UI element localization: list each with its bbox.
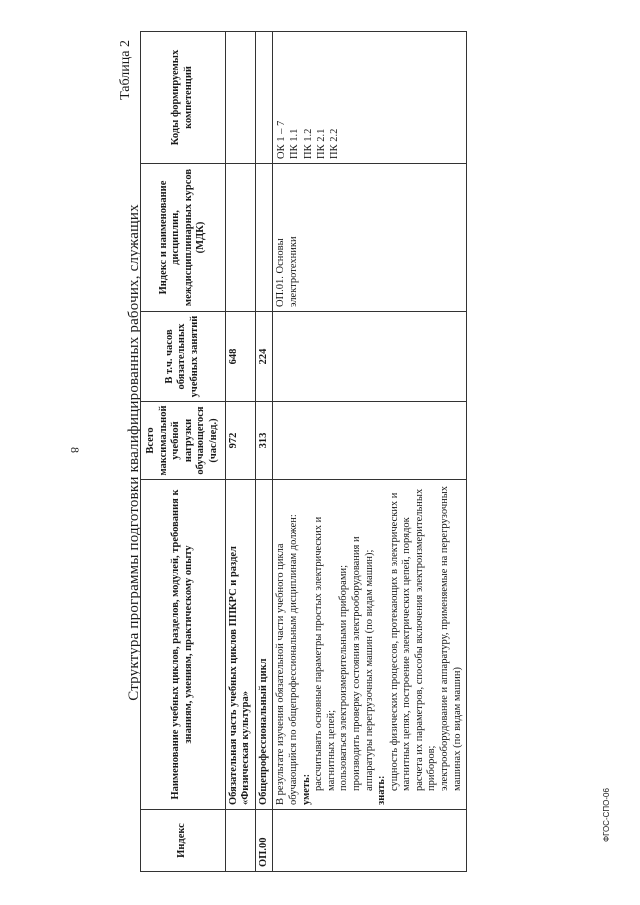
can-item: производить проверку состояния электрооборудования и аппаратуры перегрузочных машин (по видам машин); bbox=[350, 536, 375, 791]
can-item: рассчитывать основные параметры простых электрических и магнитных цепей; bbox=[313, 516, 337, 791]
know-label: знать: bbox=[376, 775, 388, 805]
header-mandatory: В т.ч. часов обязательных учебных занятий bbox=[141, 312, 226, 402]
cell-disciplines bbox=[255, 164, 273, 312]
cell-total bbox=[273, 402, 467, 480]
cell-mandatory: 648 bbox=[225, 312, 255, 402]
table-row bbox=[255, 32, 273, 872]
cell-index bbox=[273, 810, 467, 872]
table-row bbox=[273, 32, 467, 872]
cell-total: 313 bbox=[255, 402, 273, 480]
table-label: Таблица 2 bbox=[118, 40, 133, 100]
competence-code: ПК 2.2 bbox=[328, 128, 340, 159]
program-structure-table bbox=[140, 31, 467, 872]
cell-index: ОП.00 bbox=[255, 810, 273, 872]
cell-name: Обязательная часть учебных циклов ППКРС и раздел «Физическая культура» bbox=[225, 480, 255, 810]
cell-competences bbox=[273, 32, 467, 164]
header-disciplines: Индекс и наименование дисциплин, междисциплинарных курсов (МДК) bbox=[141, 164, 226, 312]
cell-competences bbox=[255, 32, 273, 164]
cell-disciplines bbox=[225, 164, 255, 312]
competence-code: ПК 2.1 bbox=[315, 128, 327, 159]
header-total: Всего максимальной учебной нагрузки обучающегося (час/нед.) bbox=[141, 402, 226, 480]
cell-mandatory: 224 bbox=[255, 312, 273, 402]
cell-mandatory bbox=[273, 312, 467, 402]
cell-discipline: ОП.01. Основы электротехники bbox=[273, 164, 467, 312]
table-row bbox=[225, 32, 255, 872]
cell-competences bbox=[225, 32, 255, 164]
cell-index bbox=[225, 810, 255, 872]
footer-code: ФГОС-СПО-06 bbox=[602, 788, 611, 842]
cell-total: 972 bbox=[225, 402, 255, 480]
requirements-intro: В результате изучения обязательной части учебного цикла обучающийся по общепрофессиональным дисциплинам должен: bbox=[275, 514, 299, 805]
cell-requirements bbox=[273, 480, 467, 810]
page-number: 8 bbox=[68, 447, 82, 453]
header-competences: Коды формируемых компетенций bbox=[141, 32, 226, 164]
header-index: Индекс bbox=[141, 810, 226, 872]
can-item: пользоваться электроизмерительными приборами; bbox=[338, 565, 350, 791]
know-item: сущность физических процессов, протекающих в электрических и магнитных цепях, построение электрических цепей, порядок расчета их параметров, способы включения электроизмерительных приборов; bbox=[388, 488, 438, 791]
cell-name: Общепрофессиональный цикл bbox=[255, 480, 273, 810]
table-header-row bbox=[141, 32, 226, 872]
header-name: Наименование учебных циклов, разделов, модулей, требования к знаниям, умениям, практическому опыту bbox=[141, 480, 226, 810]
table-title: Структура программы подготовки квалифицированных рабочих, служащих bbox=[126, 204, 142, 701]
competence-code: ОК 1 – 7 bbox=[276, 120, 288, 159]
know-item: электрооборудование и аппаратуру, применяемые на перегрузочных машинах (по видам машин) bbox=[439, 485, 463, 791]
competence-code: ПК 1.2 bbox=[302, 128, 314, 159]
can-label: уметь: bbox=[300, 773, 312, 805]
structure-table bbox=[140, 32, 580, 872]
competence-code: ПК 1.1 bbox=[289, 128, 301, 159]
